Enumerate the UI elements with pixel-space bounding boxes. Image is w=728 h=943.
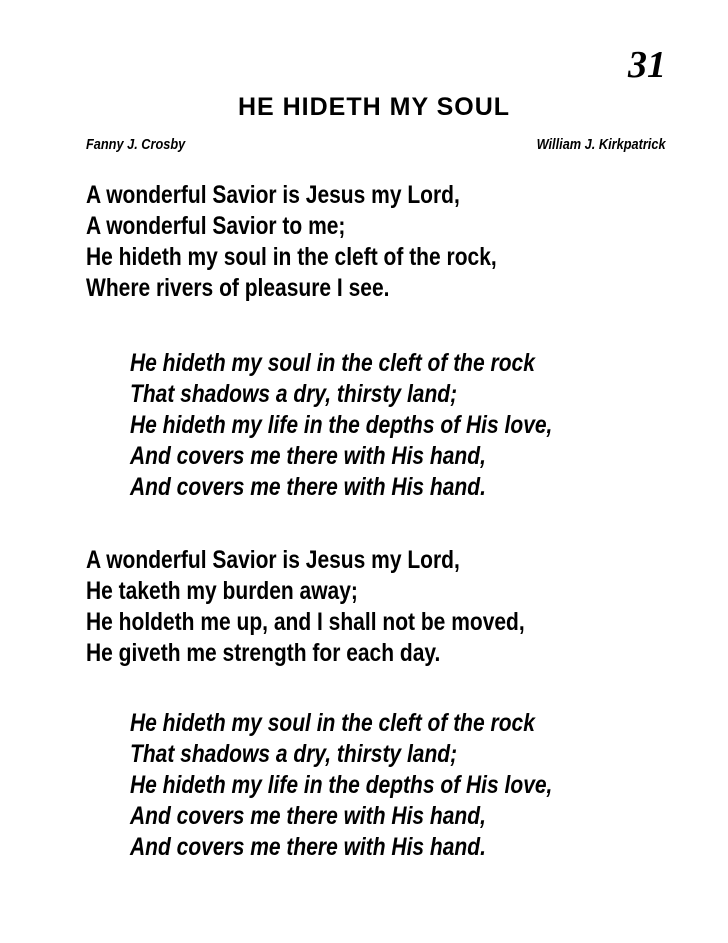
lyricist-credit: Fanny J. Crosby bbox=[86, 137, 186, 153]
chorus-line: He hideth my soul in the cleft of the rock bbox=[130, 349, 535, 377]
hymn-title: HE HIDETH MY SOUL bbox=[237, 93, 511, 121]
lyric-line: Where rivers of pleasure I see. bbox=[86, 274, 390, 302]
chorus-line: That shadows a dry, thirsty land; bbox=[130, 380, 458, 408]
lyric-line: He taketh my burden away; bbox=[86, 577, 358, 605]
hymn-number: 31 bbox=[628, 44, 666, 86]
chorus-line: He hideth my life in the depths of His love, bbox=[130, 411, 553, 439]
chorus-2 bbox=[130, 708, 633, 863]
lyric-line: A wonderful Savior to me; bbox=[86, 212, 346, 240]
chorus-line: He hideth my soul in the cleft of the rock bbox=[130, 709, 535, 737]
lyric-line: He hideth my soul in the cleft of the rock, bbox=[86, 243, 497, 271]
chorus-line: And covers me there with His hand. bbox=[130, 833, 486, 861]
verse-2 bbox=[86, 545, 608, 669]
lyric-line: He giveth me strength for each day. bbox=[86, 639, 441, 667]
lyric-line: A wonderful Savior is Jesus my Lord, bbox=[86, 181, 460, 209]
chorus-line: And covers me there with His hand, bbox=[130, 442, 486, 470]
chorus-line: And covers me there with His hand. bbox=[130, 473, 486, 501]
verse-1 bbox=[86, 180, 575, 304]
composer-credit: William J. Kirkpatrick bbox=[537, 137, 666, 153]
lyric-line: He holdeth me up, and I shall not be moved, bbox=[86, 608, 525, 636]
chorus-line: And covers me there with His hand, bbox=[130, 802, 486, 830]
chorus-line: He hideth my life in the depths of His love, bbox=[130, 771, 553, 799]
chorus-line: That shadows a dry, thirsty land; bbox=[130, 740, 458, 768]
chorus-1 bbox=[130, 348, 633, 503]
lyric-line: A wonderful Savior is Jesus my Lord, bbox=[86, 546, 460, 574]
